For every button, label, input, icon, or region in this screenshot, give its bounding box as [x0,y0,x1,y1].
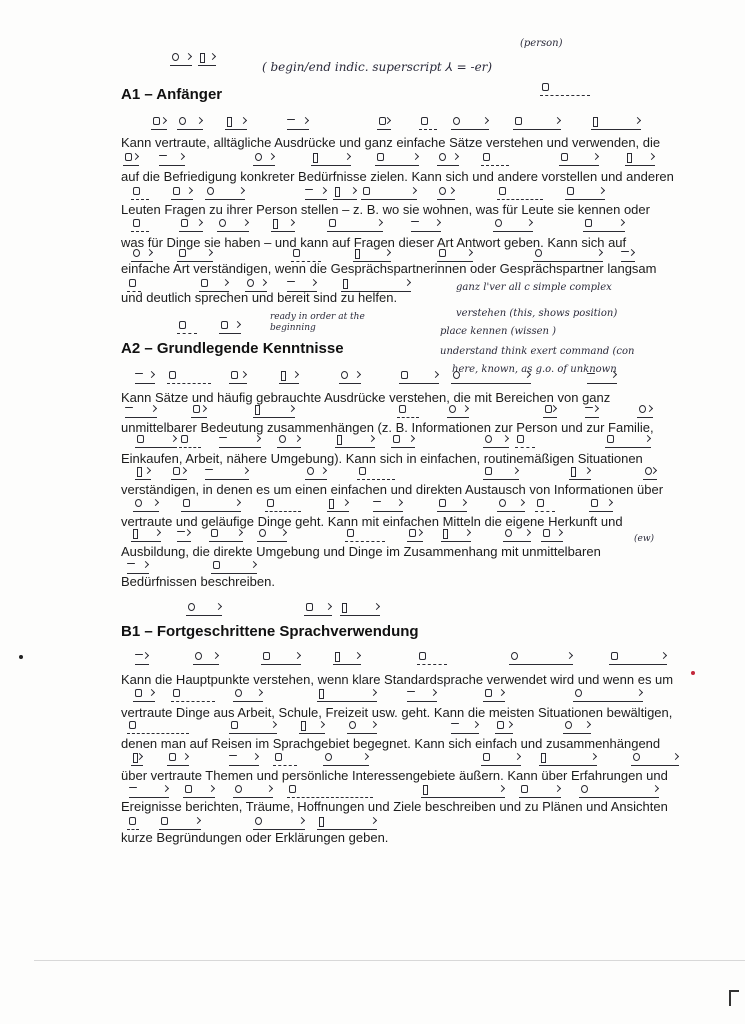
section-text-line: einfache Art verständigen, wenn die Gesprächspartnerinnen oder Gesprächspartner langsam [121,261,657,276]
handwritten-glyph-row [121,720,701,735]
corner-mark [729,990,739,1006]
section-text-line: Kann vertraute, alltägliche Ausdrücke und ganz einfache Sätze verstehen und verwenden, die [121,135,661,150]
handwritten-glyph-row [121,320,201,335]
section-text-line: was für Dinge sie haben – und kann auf Fragen dieser Art Antwort geben. Kann sich auf [121,235,627,250]
handwritten-legend-line: here, known, as g.o. of unknown [452,364,617,375]
handwritten-glyph-row [121,116,701,131]
section-text-line: kurze Begründungen oder Erklärungen geben. [121,830,389,845]
handwritten-glyph-row [121,434,701,449]
handwritten-glyph-row [121,816,701,831]
section-text-line: Leuten Fragen zu ihrer Person stellen – z. B. wo sie wohnen, was für Leute sie kennen oder [121,202,650,217]
scan-speck [19,655,23,659]
section-text-line: Einkaufen, Arbeit, nähere Umgebung). Kann sich in einfachen, routinemäßigen Situationen [121,451,643,466]
handwritten-glyph-row [121,218,701,233]
section-text-line: über vertraute Themen und persönliche Interessengebiete äußern. Kann über Erfahrungen und [121,768,668,783]
section-title-b1: B1 – Fortgeschrittene Sprachverwendung [121,623,419,640]
section-text-line: Kann die Hauptpunkte verstehen, wenn klare Standardsprache verwendet wird und wenn es um [121,672,674,687]
handwritten-right-note: (ew) [634,534,655,544]
handwritten-glyph-row [121,370,701,385]
section-text-line: und deutlich sprechen und bereit sind zu helfen. [121,290,398,305]
handwritten-legend-line: verstehen (this, shows position) [456,308,618,319]
handwritten-glyph-row [121,528,701,543]
section-title-a1: A1 – Anfänger [121,86,223,103]
handwritten-top-note: ( begin/end indic. superscript ⅄ = -er) [262,60,493,74]
section-text-line: Bedürfnissen beschreiben. [121,574,275,589]
handwritten-legend-line: ganz l'ver all c simple complex [456,282,612,293]
handwritten-glyph-row [186,602,406,617]
section-text-line: unmittelbarer Bedeutung zusammenhängen (z. B. Informationen zur Person und zur Familie, [121,420,654,435]
section-text-line: auf die Befriedigung konkreter Bedürfnisse zielen. Kann sich und andere vorstellen und anderen [121,169,674,184]
handwritten-glyph-row [121,651,701,666]
handwritten-glyph-row [121,752,701,767]
section-title-a2: A2 – Grundlegende Kenntnisse [121,340,344,357]
page-edge-line [34,960,745,961]
handwritten-glyph-row [121,186,701,201]
handwritten-glyph-row [540,82,600,97]
section-text-line: Ereignisse berichten, Träume, Hoffnungen und Ziele beschreiben und zu Plänen und Ansichten [121,799,668,814]
handwritten-legend-line: understand think exert command (con [440,346,635,357]
handwritten-margin-note: ready in order at the beginning [270,312,365,333]
section-text-line: Kann Sätze und häufig gebrauchte Ausdrücke verstehen, die mit Bereichen von ganz [121,390,611,405]
handwritten-glyph-row [121,688,701,703]
handwritten-glyph-row [121,152,701,167]
handwritten-glyph-row [121,404,701,419]
handwritten-glyph-row [121,784,701,799]
section-text-line: verständigen, in denen es um einen einfachen und direkten Austausch von Informationen über [121,482,664,497]
handwritten-glyph-row [121,560,261,575]
section-text-line: vertraute Dinge aus Arbeit, Schule, Freizeit usw. geht. Kann die meisten Situationen bewältigen, [121,705,673,720]
red-pen-mark [691,671,695,675]
section-text-line: Ausbildung, die direkte Umgebung und Dinge im Zusammenhang mit unmittelbaren [121,544,601,559]
handwritten-person-label: (person) [520,38,563,49]
section-text-line: vertraute und geläufige Dinge geht. Kann mit einfachen Mitteln die eigene Herkunft und [121,514,623,529]
handwritten-glyph-row [121,498,701,513]
section-text-line: denen man auf Reisen im Sprachgebiet begegnet. Kann sich einfach und zusammenhängend [121,736,661,751]
handwritten-legend-line: place kennen (wissen ) [440,326,557,337]
handwritten-glyph-row [121,466,701,481]
handwritten-glyph-row [170,52,230,67]
